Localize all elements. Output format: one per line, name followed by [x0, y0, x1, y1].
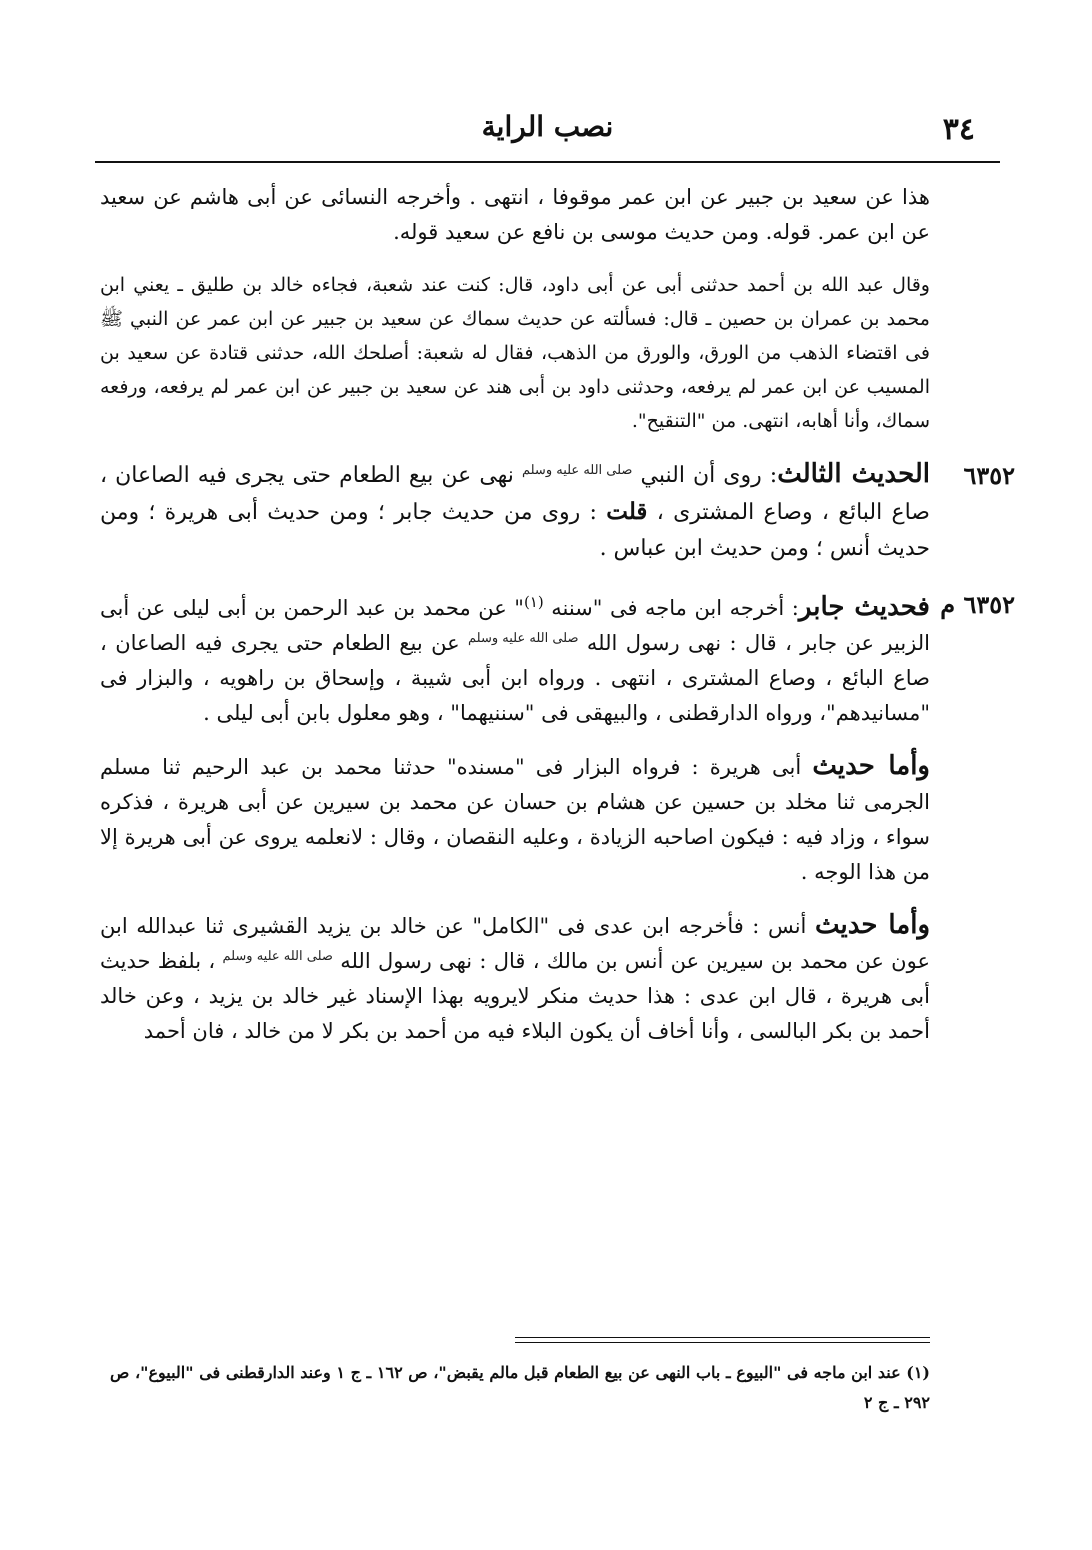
footnote-divider — [515, 1337, 930, 1338]
hadith-entry-abu-hurayra — [100, 749, 930, 890]
hadith-heading: وأما حديث — [814, 910, 930, 940]
hadith-text: أنس : فأخرجه ابن عدى فى "الكامل" عن خالد بن يزيد القشيرى ثنا عبدالله ابن عون عن محمد بن سيرين عن أنس بن مالك ، قال : نهى رسول الله — [100, 914, 930, 973]
honorific-mark: صلى الله عليه وسلم — [468, 631, 579, 646]
header-divider — [95, 161, 1000, 163]
hadith-heading: الحديث الثالث — [777, 459, 931, 489]
entry-number: ٦٣٥٢ — [963, 461, 1015, 490]
hadith-entry-third — [100, 456, 1015, 567]
hadith-text: : روى أن النبي — [632, 463, 778, 488]
hadith-entry-anas — [100, 908, 930, 1049]
book-title: نصب الراية — [481, 110, 614, 143]
qultu-marker: قلت — [606, 498, 648, 525]
hadith-heading: فحديث جابر — [798, 592, 930, 622]
paragraph-2: وقال عبد الله بن أحمد حدثنى أبى عن أبى داود، قال: كنت عند شعبة، فجاءه خالد بن طليق ـ يعني ابن محمد بن عمران بن حصين ـ قال: فسألته عن حديث سماك عن سعيد بن جبير عن ابن عمر عن النبي ﷺ فى اقتضاء الذهب من الورق، والورق من الذهب، فقال له شعبة: أصلحك الله، حدثنى قتادة عن سعيد بن المسيب عن ابن عمر لم يرفعه، وحدثنى داود بن أبى هند عن سعيد بن جبير عن ابن عمر لم يرفعه، ورفعه سماك، وأنا أهابه، انتهى. من "التنقيح". — [100, 274, 930, 432]
hadith-entry-jabir — [100, 585, 1015, 731]
hadith-text: " عن محمد بن عبد الرحمن بن أبى ليلى عن أبى الزبير عن جابر ، قال : نهى رسول الله — [100, 596, 930, 655]
main-text — [100, 180, 1015, 1067]
footnote-divider — [515, 1342, 930, 1343]
page-number: ٣٤ — [942, 112, 975, 147]
hadith-text: أبى هريرة : فرواه البزار فى "مسنده" حدثنا محمد بن عبد الرحيم ثنا مسلم الجرمى ثنا مخلد بن حسين عن هشام بن حسان عن محمد بن سيرين عن أبى هريرة ، فذكره سواء ، وزاد فيه : فيكون اصاحبه الزيادة ، وعليه النقصان ، وقال : لانعلمه يروى عن أبى هريرة إلا من هذا الوجه . — [100, 755, 930, 884]
hadith-text: نهى عن بيع الطعام حتى يجرى فيه الصاعان ، صاع البائع ، وصاع المشترى ، — [100, 463, 930, 525]
paragraph-1: هذا عن سعيد بن جبير عن ابن عمر موقوفا ، انتهى . وأخرجه النسائى عن أبى هاشم عن سعيد عن ابن عمر. قوله. ومن حديث موسى بن نافع عن سعيد قوله. — [100, 185, 930, 244]
hadith-text: ، بلفظ حديث أبى هريرة ، قال ابن عدى : هذا حديث منكر لايرويه بهذا الإسناد غير خالد بن يزيد ، وعن خالد أحمد بن بكر البالسى ، وأنا أخاف أن يكون البلاء فيه من أحمد بن بكر لا من خالد ، فان أحمد — [100, 949, 930, 1043]
hadith-text: عن بيع الطعام حتى يجرى فيه الصاعان ، صاع البائع ، وصاع المشترى ، انتهى . ورواه ابن أبى شيبة ، وإسحاق بن راهويه ، والبزار فى "مسانيدهم"، ورواه الدارقطنى ، والبيهقى فى "سننيهما" ، وهو معلول بابن أبى ليلى . — [100, 631, 930, 725]
honorific-mark: صلى الله عليه وسلم — [222, 949, 333, 964]
page-header — [95, 108, 1000, 158]
hadith-heading: وأما حديث — [812, 751, 930, 781]
hadith-text: : روى من حديث جابر ؛ ومن حديث أبى هريرة ؛ ومن حديث أنس ؛ ومن حديث ابن عباس . — [100, 500, 930, 561]
footnote-reference: (١) — [523, 593, 544, 611]
footnote: (١) عند ابن ماجه فى "البيوع ـ باب النهى عن بيع الطعام قبل مالم يقبض"، ص ١٦٢ ـ ج ١ وعند الدارقطنى فى "البيوع"، ص ٢٩٢ ـ ج ٢ — [110, 1363, 930, 1412]
entry-number: ٦٣٥٢ م — [940, 590, 1015, 619]
honorific-mark: صلى الله عليه وسلم — [521, 462, 633, 478]
hadith-text: : أخرجه ابن ماجه فى "سننه — [551, 596, 799, 620]
